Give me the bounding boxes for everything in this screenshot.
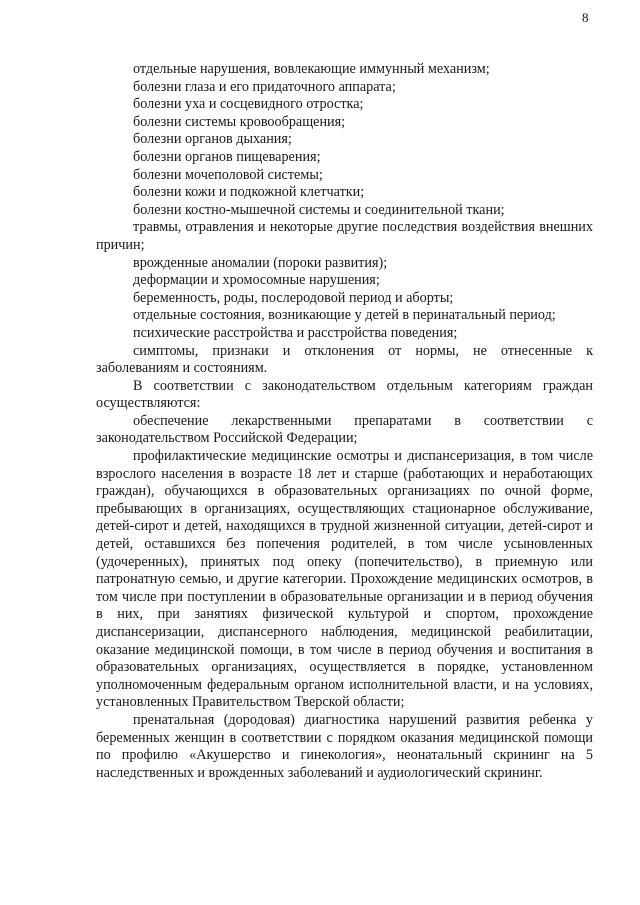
list-item: беременность, роды, послеродовой период и аборты; [133, 289, 454, 306]
list-item: психические расстройства и расстройства поведения; [133, 324, 458, 341]
list-item: болезни органов дыхания; [133, 131, 292, 148]
list-item: деформации и хромосомные нарушения; [133, 272, 380, 289]
prenatal-diagnostics-paragraph: пренатальная (дородовая) диагностика нарушений развития ребенка у беременных женщин в соответствии с порядком оказания медицинской помощи по профилю «Акушерство и гинекология», неонатальный скрининг на 5 наследственных и врожденных заболеваний и аудиологический скрининг. [96, 711, 593, 781]
list-item: болезни глаза и его придаточного аппарата; [133, 78, 396, 95]
list-item-symptoms: симптомы, признаки и отклонения от нормы, не отнесенные к заболеваниям и состояниям. [96, 342, 593, 377]
page-number: 8 [582, 10, 589, 25]
list-item: отдельные нарушения, вовлекающие иммунный механизм; [133, 61, 490, 77]
list-item: болезни уха и сосцевидного отростка; [133, 96, 364, 113]
list-item: врожденные аномалии (пороки развития); [133, 254, 388, 271]
checkups-paragraph: профилактические медицинские осмотры и диспансеризация, в том числе взрослого населения в возрасте 18 лет и старше (работающих и неработающих граждан), обучающихся в образовательных организациях по очной форме, пребывающих в организациях, осуществляющих стационарное обслуживание, детей-сирот и детей, находящихся в трудной жизненной ситуации, детей-сирот и детей, оставшихся без попечения родителей, в том числе усыновленных (удочеренных), принятых под опеку (попечительство), в приемную или патронатную семью, и другие категории. Прохождение медицинских осмотров, в том числе при поступлении в образовательные организации и в период обучения в них, при занятиях физической культурой и спортом, прохождение диспансеризации, диспансерного наблюдения, медицинской реабилитации, оказание медицинской помощи, в том числе в период обучения и воспитания в образовательных организациях, осуществляется в порядке, установленном уполномоченным федеральным органом исполнительной власти, и на условиях, установленных Правительством Тверской области; [96, 448, 593, 711]
list-item: болезни кожи и подкожной клетчатки; [133, 184, 365, 201]
list-item: болезни мочеполовой системы; [133, 166, 323, 183]
list-item: болезни системы кровообращения; [133, 113, 346, 130]
drug-provision-paragraph: обеспечение лекарственными препаратами в соответствии с законодательством Российской Федерации; [96, 412, 593, 447]
categories-intro-paragraph: В соответствии с законодательством отдельным категориям граждан осуществляются: [96, 377, 593, 412]
list-item-injuries: травмы, отравления и некоторые другие последствия воздействия внешних причин; [96, 219, 593, 253]
document-body [96, 61, 593, 782]
list-item: болезни костно-мышечной системы и соединительной ткани; [133, 201, 505, 218]
list-item: болезни органов пищеварения; [133, 148, 321, 165]
list-item: отдельные состояния, возникающие у детей в перинатальный период; [133, 307, 556, 324]
